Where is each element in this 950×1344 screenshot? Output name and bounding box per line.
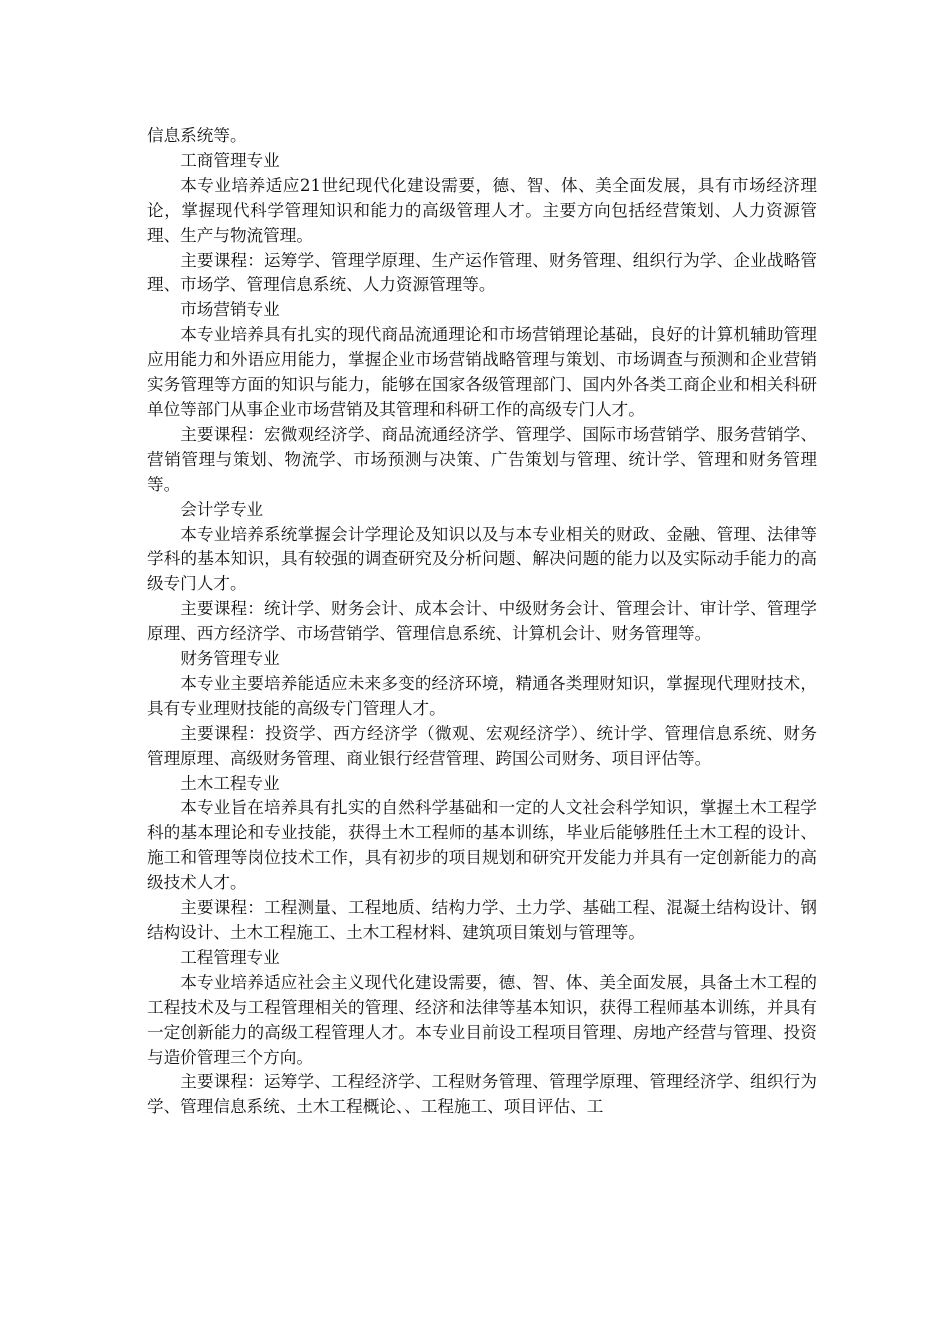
- paragraph-financial-management-intro: 本专业主要培养能适应未来多变的经济环境，精通各类理财知识，掌握现代理财技术，具有专业理财技能的高级专门管理人才。: [147, 673, 817, 718]
- section-heading-accounting: 会计学专业: [180, 499, 264, 519]
- paragraph-civil-engineering-intro: 本专业旨在培养具有扎实的自然科学基础和一定的人文社会科学知识，掌握土木工程学科的基本理论和专业技能，获得土木工程师的基本训练，毕业后能够胜任土木工程的设计、施工和管理等岗位技术工作，具有初步的项目规划和研究开发能力并具有一定创新能力的高级技术人才。: [147, 798, 817, 893]
- paragraph-business-administration-courses: 主要课程：运筹学、管理学原理、生产运作管理、财务管理、组织行为学、企业战略管理、市场学、管理信息系统、人力资源管理等。: [147, 250, 817, 295]
- section-heading-financial-management: 财务管理专业: [180, 649, 280, 669]
- paragraph-business-administration-intro: 本专业培养适应21世纪现代化建设需要，德、智、体、美全面发展，具有市场经济理论，掌握现代科学管理知识和能力的高级管理人才。主要方向包括经营策划、人力资源管理、生产与物流管理。: [147, 175, 817, 245]
- paragraph-accounting-courses: 主要课程：统计学、财务会计、成本会计、中级财务会计、管理会计、审计学、管理学原理、西方经济学、市场营销学、管理信息系统、计算机会计、财务管理等。: [147, 599, 817, 644]
- section-heading-business-administration: 工商管理专业: [180, 150, 280, 170]
- paragraph-accounting-intro: 本专业培养系统掌握会计学理论及知识以及与本专业相关的财政、金融、管理、法律等学科的基本知识，具有较强的调查研究及分析问题、解决问题的能力以及实际动手能力的高级专门人才。: [147, 524, 817, 594]
- paragraph-civil-engineering-courses: 主要课程：工程测量、工程地质、结构力学、土力学、基础工程、混凝土结构设计、钢结构设计、土木工程施工、土木工程材料、建筑项目策划与管理等。: [147, 898, 817, 942]
- paragraph-financial-management-courses: 主要课程：投资学、西方经济学（微观、宏观经济学）、统计学、管理信息系统、财务管理原理、高级财务管理、商业银行经营管理、跨国公司财务、项目评估等。: [147, 723, 817, 768]
- paragraph-engineering-management-intro: 本专业培养适应社会主义现代化建设需要，德、智、体、美全面发展，具备土木工程的工程技术及与工程管理相关的管理、经济和法律等基本知识，获得工程师基本训练，并具有一定创新能力的高级工程管理人才。本专业目前设工程项目管理、房地产经营与管理、投资与造价管理三个方向。: [147, 972, 817, 1067]
- document-body: [147, 124, 817, 1120]
- section-heading-civil-engineering: 土木工程专业: [180, 773, 280, 793]
- paragraph-marketing-intro: 本专业培养具有扎实的现代商品流通理论和市场营销理论基础，良好的计算机辅助管理应用能力和外语应用能力，掌握企业市场营销战略管理与策划、市场调查与预测和企业营销实务管理等方面的知识与能力，能够在国家各级管理部门、国内外各类工商企业和相关科研单位等部门从事企业市场营销及其管理和科研工作的高级专门人才。: [147, 325, 817, 419]
- paragraph-engineering-management-courses: 主要课程：运筹学、工程经济学、工程财务管理、管理学原理、管理经济学、组织行为学、管理信息系统、土木工程概论、、工程施工、项目评估、工: [147, 1072, 817, 1117]
- paragraph-marketing-courses: 主要课程：宏微观经济学、商品流通经济学、管理学、国际市场营销学、服务营销学、营销管理与策划、物流学、市场预测与决策、广告策划与管理、统计学、管理和财务管理等。: [147, 424, 817, 494]
- paragraph-continuation: 信息系统等。: [147, 126, 247, 145]
- section-heading-engineering-management: 工程管理专业: [180, 947, 280, 967]
- section-heading-marketing: 市场营销专业: [180, 300, 280, 320]
